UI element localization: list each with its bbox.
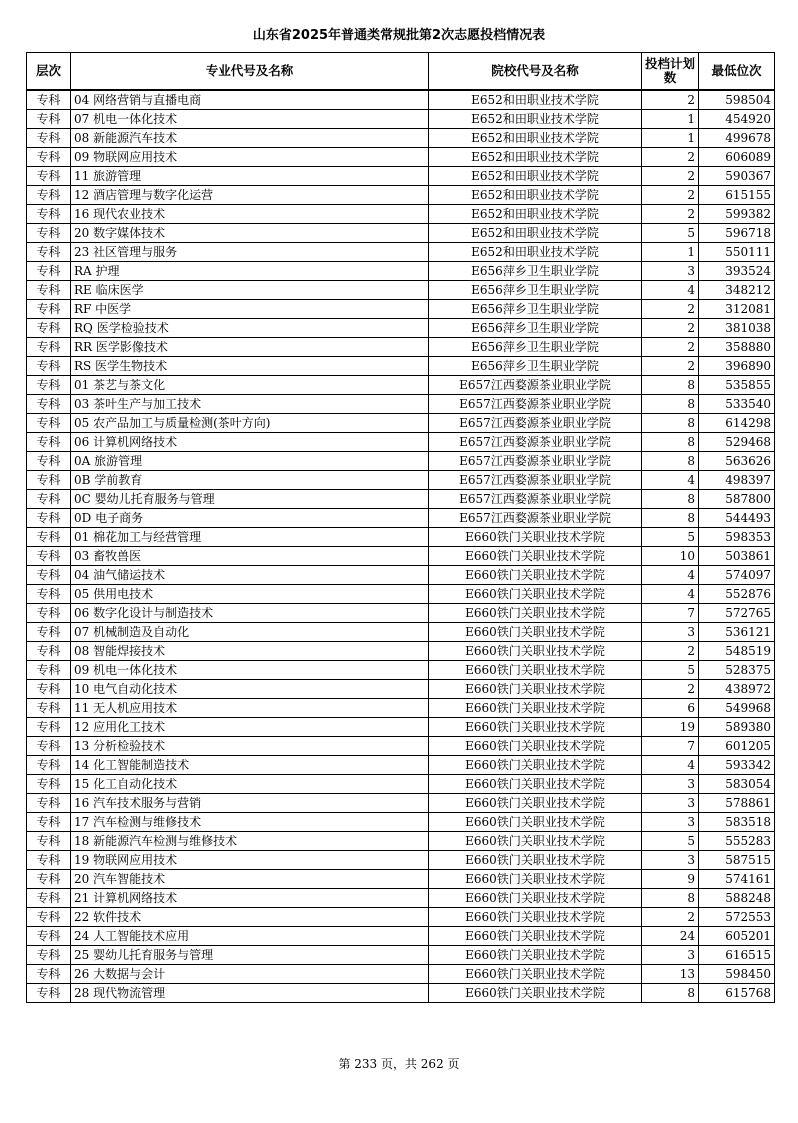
table-row bbox=[27, 376, 775, 395]
page-footer: 第 233 页，共 262 页 bbox=[338, 1057, 460, 1071]
cell-major: 06 计算机网络技术 bbox=[71, 433, 429, 452]
cell-major: RA 护理 bbox=[71, 262, 429, 281]
cell-major: RE 临床医学 bbox=[71, 281, 429, 300]
cell-level: 专科 bbox=[27, 357, 71, 376]
cell-school: E660铁门关职业技术学院 bbox=[429, 870, 642, 889]
cell-level: 专科 bbox=[27, 90, 71, 110]
table-row bbox=[27, 395, 775, 414]
cell-level: 专科 bbox=[27, 547, 71, 566]
cell-school: E656萍乡卫生职业学院 bbox=[429, 262, 642, 281]
cell-plan-count: 2 bbox=[642, 319, 699, 338]
cell-plan-count: 3 bbox=[642, 813, 699, 832]
table-row bbox=[27, 889, 775, 908]
cell-major: 20 汽车智能技术 bbox=[71, 870, 429, 889]
table-row bbox=[27, 642, 775, 661]
table-row bbox=[27, 148, 775, 167]
cell-min-rank: 348212 bbox=[699, 281, 775, 300]
table-row bbox=[27, 623, 775, 642]
cell-plan-count: 8 bbox=[642, 433, 699, 452]
cell-min-rank: 549968 bbox=[699, 699, 775, 718]
cell-plan-count: 2 bbox=[642, 205, 699, 224]
cell-min-rank: 535855 bbox=[699, 376, 775, 395]
cell-major: 0C 婴幼儿托育服务与管理 bbox=[71, 490, 429, 509]
cell-plan-count: 8 bbox=[642, 376, 699, 395]
cell-plan-count: 5 bbox=[642, 832, 699, 851]
cell-level: 专科 bbox=[27, 832, 71, 851]
cell-school: E660铁门关职业技术学院 bbox=[429, 794, 642, 813]
cell-min-rank: 528375 bbox=[699, 661, 775, 680]
cell-level: 专科 bbox=[27, 186, 71, 205]
cell-school: E652和田职业技术学院 bbox=[429, 110, 642, 129]
cell-plan-count: 5 bbox=[642, 661, 699, 680]
cell-min-rank: 615768 bbox=[699, 984, 775, 1003]
cell-min-rank: 615155 bbox=[699, 186, 775, 205]
cell-plan-count: 2 bbox=[642, 642, 699, 661]
cell-plan-count: 9 bbox=[642, 870, 699, 889]
cell-major: 0B 学前教育 bbox=[71, 471, 429, 490]
cell-min-rank: 572765 bbox=[699, 604, 775, 623]
cell-school: E660铁门关职业技术学院 bbox=[429, 756, 642, 775]
cell-min-rank: 593342 bbox=[699, 756, 775, 775]
cell-school: E656萍乡卫生职业学院 bbox=[429, 357, 642, 376]
cell-min-rank: 438972 bbox=[699, 680, 775, 699]
cell-level: 专科 bbox=[27, 300, 71, 319]
cell-school: E652和田职业技术学院 bbox=[429, 129, 642, 148]
table-row bbox=[27, 965, 775, 984]
cell-major: 22 软件技术 bbox=[71, 908, 429, 927]
cell-plan-count: 7 bbox=[642, 604, 699, 623]
cell-plan-count: 19 bbox=[642, 718, 699, 737]
cell-major: 26 大数据与会计 bbox=[71, 965, 429, 984]
cell-school: E657江西婺源茶业职业学院 bbox=[429, 509, 642, 528]
cell-school: E660铁门关职业技术学院 bbox=[429, 566, 642, 585]
cell-plan-count: 8 bbox=[642, 452, 699, 471]
table-row bbox=[27, 471, 775, 490]
cell-plan-count: 24 bbox=[642, 927, 699, 946]
cell-min-rank: 312081 bbox=[699, 300, 775, 319]
cell-level: 专科 bbox=[27, 129, 71, 148]
cell-plan-count: 8 bbox=[642, 889, 699, 908]
cell-school: E660铁门关职业技术学院 bbox=[429, 737, 642, 756]
cell-school: E652和田职业技术学院 bbox=[429, 186, 642, 205]
cell-min-rank: 598450 bbox=[699, 965, 775, 984]
cell-min-rank: 499678 bbox=[699, 129, 775, 148]
cell-major: 05 农产品加工与质量检测(茶叶方向) bbox=[71, 414, 429, 433]
cell-school: E660铁门关职业技术学院 bbox=[429, 623, 642, 642]
table-row bbox=[27, 224, 775, 243]
table-row bbox=[27, 547, 775, 566]
cell-min-rank: 599382 bbox=[699, 205, 775, 224]
cell-min-rank: 583054 bbox=[699, 775, 775, 794]
cell-major: 10 电气自动化技术 bbox=[71, 680, 429, 699]
table-row bbox=[27, 946, 775, 965]
table-row bbox=[27, 566, 775, 585]
cell-plan-count: 2 bbox=[642, 167, 699, 186]
cell-school: E660铁门关职业技术学院 bbox=[429, 775, 642, 794]
cell-min-rank: 598353 bbox=[699, 528, 775, 547]
cell-plan-count: 6 bbox=[642, 699, 699, 718]
table-row bbox=[27, 756, 775, 775]
cell-plan-count: 2 bbox=[642, 186, 699, 205]
cell-major: RS 医学生物技术 bbox=[71, 357, 429, 376]
cell-min-rank: 601205 bbox=[699, 737, 775, 756]
table-row bbox=[27, 490, 775, 509]
cell-plan-count: 5 bbox=[642, 224, 699, 243]
cell-min-rank: 572553 bbox=[699, 908, 775, 927]
cell-plan-count: 3 bbox=[642, 851, 699, 870]
cell-school: E652和田职业技术学院 bbox=[429, 167, 642, 186]
cell-school: E660铁门关职业技术学院 bbox=[429, 851, 642, 870]
cell-major: RR 医学影像技术 bbox=[71, 338, 429, 357]
cell-plan-count: 10 bbox=[642, 547, 699, 566]
cell-level: 专科 bbox=[27, 262, 71, 281]
cell-school: E660铁门关职业技术学院 bbox=[429, 927, 642, 946]
cell-major: 09 机电一体化技术 bbox=[71, 661, 429, 680]
cell-min-rank: 536121 bbox=[699, 623, 775, 642]
cell-major: RF 中医学 bbox=[71, 300, 429, 319]
cell-plan-count: 3 bbox=[642, 946, 699, 965]
cell-min-rank: 550111 bbox=[699, 243, 775, 262]
cell-major: 13 分析检验技术 bbox=[71, 737, 429, 756]
cell-school: E660铁门关职业技术学院 bbox=[429, 965, 642, 984]
table-row bbox=[27, 205, 775, 224]
cell-level: 专科 bbox=[27, 433, 71, 452]
cell-level: 专科 bbox=[27, 376, 71, 395]
cell-major: 12 酒店管理与数字化运营 bbox=[71, 186, 429, 205]
table-row bbox=[27, 585, 775, 604]
cell-plan-count: 7 bbox=[642, 737, 699, 756]
cell-level: 专科 bbox=[27, 167, 71, 186]
table-row bbox=[27, 90, 775, 110]
table-row bbox=[27, 813, 775, 832]
cell-school: E656萍乡卫生职业学院 bbox=[429, 338, 642, 357]
cell-level: 专科 bbox=[27, 414, 71, 433]
cell-level: 专科 bbox=[27, 604, 71, 623]
cell-major: 18 新能源汽车检测与维修技术 bbox=[71, 832, 429, 851]
cell-major: 0A 旅游管理 bbox=[71, 452, 429, 471]
table-row bbox=[27, 414, 775, 433]
table-row bbox=[27, 927, 775, 946]
cell-school: E660铁门关职业技术学院 bbox=[429, 604, 642, 623]
cell-major: 16 现代农业技术 bbox=[71, 205, 429, 224]
cell-plan-count: 2 bbox=[642, 338, 699, 357]
table-row bbox=[27, 186, 775, 205]
cell-major: 14 化工智能制造技术 bbox=[71, 756, 429, 775]
cell-level: 专科 bbox=[27, 490, 71, 509]
table-row bbox=[27, 737, 775, 756]
cell-min-rank: 598504 bbox=[699, 90, 775, 110]
table-row bbox=[27, 870, 775, 889]
cell-level: 专科 bbox=[27, 148, 71, 167]
cell-school: E660铁门关职业技术学院 bbox=[429, 585, 642, 604]
cell-level: 专科 bbox=[27, 661, 71, 680]
cell-school: E657江西婺源茶业职业学院 bbox=[429, 376, 642, 395]
cell-major: 09 物联网应用技术 bbox=[71, 148, 429, 167]
cell-plan-count: 4 bbox=[642, 585, 699, 604]
cell-min-rank: 588248 bbox=[699, 889, 775, 908]
cell-level: 专科 bbox=[27, 395, 71, 414]
cell-min-rank: 606089 bbox=[699, 148, 775, 167]
cell-plan-count: 8 bbox=[642, 395, 699, 414]
cell-level: 专科 bbox=[27, 452, 71, 471]
cell-school: E656萍乡卫生职业学院 bbox=[429, 300, 642, 319]
cell-plan-count: 2 bbox=[642, 90, 699, 110]
table-row bbox=[27, 699, 775, 718]
cell-level: 专科 bbox=[27, 338, 71, 357]
table-row bbox=[27, 338, 775, 357]
cell-major: 0D 电子商务 bbox=[71, 509, 429, 528]
table-row bbox=[27, 262, 775, 281]
cell-level: 专科 bbox=[27, 642, 71, 661]
cell-plan-count: 2 bbox=[642, 300, 699, 319]
cell-school: E660铁门关职业技术学院 bbox=[429, 832, 642, 851]
cell-plan-count: 1 bbox=[642, 110, 699, 129]
cell-plan-count: 8 bbox=[642, 490, 699, 509]
cell-school: E660铁门关职业技术学院 bbox=[429, 680, 642, 699]
cell-level: 专科 bbox=[27, 224, 71, 243]
cell-major: 28 现代物流管理 bbox=[71, 984, 429, 1003]
cell-major: 17 汽车检测与维修技术 bbox=[71, 813, 429, 832]
table-row bbox=[27, 680, 775, 699]
table-row bbox=[27, 300, 775, 319]
cell-min-rank: 563626 bbox=[699, 452, 775, 471]
cell-plan-count: 5 bbox=[642, 528, 699, 547]
cell-min-rank: 393524 bbox=[699, 262, 775, 281]
cell-level: 专科 bbox=[27, 319, 71, 338]
cell-level: 专科 bbox=[27, 756, 71, 775]
cell-school: E657江西婺源茶业职业学院 bbox=[429, 471, 642, 490]
cell-school: E660铁门关职业技术学院 bbox=[429, 718, 642, 737]
cell-min-rank: 589380 bbox=[699, 718, 775, 737]
cell-school: E660铁门关职业技术学院 bbox=[429, 946, 642, 965]
table-row bbox=[27, 832, 775, 851]
cell-major: 07 机械制造及自动化 bbox=[71, 623, 429, 642]
cell-school: E660铁门关职业技术学院 bbox=[429, 528, 642, 547]
cell-major: 01 茶艺与茶文化 bbox=[71, 376, 429, 395]
cell-level: 专科 bbox=[27, 965, 71, 984]
cell-major: 23 社区管理与服务 bbox=[71, 243, 429, 262]
cell-level: 专科 bbox=[27, 775, 71, 794]
header-level: 层次 bbox=[27, 53, 71, 91]
cell-level: 专科 bbox=[27, 110, 71, 129]
table-row bbox=[27, 984, 775, 1003]
cell-min-rank: 587515 bbox=[699, 851, 775, 870]
cell-level: 专科 bbox=[27, 927, 71, 946]
cell-level: 专科 bbox=[27, 471, 71, 490]
header-major: 专业代号及名称 bbox=[71, 53, 429, 91]
cell-min-rank: 381038 bbox=[699, 319, 775, 338]
cell-plan-count: 3 bbox=[642, 623, 699, 642]
cell-major: 11 无人机应用技术 bbox=[71, 699, 429, 718]
cell-major: RQ 医学检验技术 bbox=[71, 319, 429, 338]
cell-major: 03 茶叶生产与加工技术 bbox=[71, 395, 429, 414]
table-row bbox=[27, 718, 775, 737]
cell-major: 12 应用化工技术 bbox=[71, 718, 429, 737]
admission-table bbox=[26, 52, 775, 1003]
cell-level: 专科 bbox=[27, 889, 71, 908]
cell-plan-count: 2 bbox=[642, 680, 699, 699]
cell-min-rank: 498397 bbox=[699, 471, 775, 490]
table-row bbox=[27, 528, 775, 547]
cell-level: 专科 bbox=[27, 281, 71, 300]
cell-major: 08 智能焊接技术 bbox=[71, 642, 429, 661]
cell-level: 专科 bbox=[27, 205, 71, 224]
table-row bbox=[27, 908, 775, 927]
table-row bbox=[27, 775, 775, 794]
cell-min-rank: 583518 bbox=[699, 813, 775, 832]
table-row bbox=[27, 433, 775, 452]
cell-major: 05 供用电技术 bbox=[71, 585, 429, 604]
table-row bbox=[27, 509, 775, 528]
cell-min-rank: 616515 bbox=[699, 946, 775, 965]
cell-plan-count: 8 bbox=[642, 414, 699, 433]
table-row bbox=[27, 110, 775, 129]
cell-school: E652和田职业技术学院 bbox=[429, 148, 642, 167]
cell-school: E657江西婺源茶业职业学院 bbox=[429, 452, 642, 471]
cell-school: E656萍乡卫生职业学院 bbox=[429, 319, 642, 338]
table-row bbox=[27, 243, 775, 262]
cell-min-rank: 590367 bbox=[699, 167, 775, 186]
cell-min-rank: 548519 bbox=[699, 642, 775, 661]
cell-level: 专科 bbox=[27, 509, 71, 528]
table-row bbox=[27, 851, 775, 870]
cell-major: 11 旅游管理 bbox=[71, 167, 429, 186]
cell-school: E660铁门关职业技术学院 bbox=[429, 813, 642, 832]
cell-school: E657江西婺源茶业职业学院 bbox=[429, 490, 642, 509]
cell-school: E657江西婺源茶业职业学院 bbox=[429, 395, 642, 414]
cell-min-rank: 544493 bbox=[699, 509, 775, 528]
cell-plan-count: 4 bbox=[642, 281, 699, 300]
cell-level: 专科 bbox=[27, 243, 71, 262]
cell-major: 20 数字媒体技术 bbox=[71, 224, 429, 243]
cell-major: 01 棉花加工与经营管理 bbox=[71, 528, 429, 547]
cell-level: 专科 bbox=[27, 813, 71, 832]
cell-major: 04 网络营销与直播电商 bbox=[71, 90, 429, 110]
cell-major: 19 物联网应用技术 bbox=[71, 851, 429, 870]
table-body bbox=[27, 90, 775, 1003]
cell-min-rank: 454920 bbox=[699, 110, 775, 129]
table-row bbox=[27, 167, 775, 186]
cell-plan-count: 8 bbox=[642, 509, 699, 528]
cell-level: 专科 bbox=[27, 623, 71, 642]
cell-level: 专科 bbox=[27, 984, 71, 1003]
table-header-row bbox=[27, 53, 775, 91]
cell-school: E660铁门关职业技术学院 bbox=[429, 642, 642, 661]
cell-level: 专科 bbox=[27, 737, 71, 756]
cell-min-rank: 552876 bbox=[699, 585, 775, 604]
cell-major: 24 人工智能技术应用 bbox=[71, 927, 429, 946]
cell-min-rank: 587800 bbox=[699, 490, 775, 509]
cell-major: 04 油气储运技术 bbox=[71, 566, 429, 585]
cell-level: 专科 bbox=[27, 851, 71, 870]
cell-min-rank: 574161 bbox=[699, 870, 775, 889]
cell-min-rank: 596718 bbox=[699, 224, 775, 243]
cell-plan-count: 4 bbox=[642, 566, 699, 585]
cell-min-rank: 578861 bbox=[699, 794, 775, 813]
table-row bbox=[27, 129, 775, 148]
cell-major: 16 汽车技术服务与营销 bbox=[71, 794, 429, 813]
cell-school: E656萍乡卫生职业学院 bbox=[429, 281, 642, 300]
cell-school: E660铁门关职业技术学院 bbox=[429, 661, 642, 680]
cell-plan-count: 2 bbox=[642, 908, 699, 927]
table-row bbox=[27, 357, 775, 376]
cell-level: 专科 bbox=[27, 946, 71, 965]
cell-plan-count: 4 bbox=[642, 756, 699, 775]
cell-major: 25 婴幼儿托育服务与管理 bbox=[71, 946, 429, 965]
cell-min-rank: 396890 bbox=[699, 357, 775, 376]
cell-level: 专科 bbox=[27, 794, 71, 813]
header-school: 院校代号及名称 bbox=[429, 53, 642, 91]
cell-school: E652和田职业技术学院 bbox=[429, 205, 642, 224]
cell-plan-count: 1 bbox=[642, 243, 699, 262]
cell-school: E660铁门关职业技术学院 bbox=[429, 984, 642, 1003]
cell-major: 15 化工自动化技术 bbox=[71, 775, 429, 794]
cell-school: E657江西婺源茶业职业学院 bbox=[429, 433, 642, 452]
cell-level: 专科 bbox=[27, 908, 71, 927]
cell-plan-count: 3 bbox=[642, 262, 699, 281]
cell-level: 专科 bbox=[27, 870, 71, 889]
cell-major: 03 畜牧兽医 bbox=[71, 547, 429, 566]
page-title: 山东省2025年普通类常规批第2次志愿投档情况表 bbox=[252, 28, 546, 43]
cell-plan-count: 13 bbox=[642, 965, 699, 984]
cell-major: 08 新能源汽车技术 bbox=[71, 129, 429, 148]
cell-level: 专科 bbox=[27, 566, 71, 585]
cell-plan-count: 2 bbox=[642, 357, 699, 376]
cell-level: 专科 bbox=[27, 528, 71, 547]
cell-min-rank: 555283 bbox=[699, 832, 775, 851]
cell-plan-count: 8 bbox=[642, 984, 699, 1003]
cell-plan-count: 4 bbox=[642, 471, 699, 490]
table-row bbox=[27, 794, 775, 813]
header-plan-count: 投档计划数 bbox=[642, 53, 699, 91]
cell-min-rank: 605201 bbox=[699, 927, 775, 946]
header-min-rank: 最低位次 bbox=[699, 53, 775, 91]
table-row bbox=[27, 319, 775, 338]
cell-plan-count: 3 bbox=[642, 794, 699, 813]
cell-school: E652和田职业技术学院 bbox=[429, 224, 642, 243]
cell-plan-count: 3 bbox=[642, 775, 699, 794]
cell-major: 06 数字化设计与制造技术 bbox=[71, 604, 429, 623]
cell-min-rank: 614298 bbox=[699, 414, 775, 433]
cell-min-rank: 358880 bbox=[699, 338, 775, 357]
cell-school: E652和田职业技术学院 bbox=[429, 90, 642, 110]
cell-school: E660铁门关职业技术学院 bbox=[429, 889, 642, 908]
cell-school: E660铁门关职业技术学院 bbox=[429, 547, 642, 566]
cell-plan-count: 2 bbox=[642, 148, 699, 167]
cell-min-rank: 529468 bbox=[699, 433, 775, 452]
cell-level: 专科 bbox=[27, 680, 71, 699]
cell-school: E660铁门关职业技术学院 bbox=[429, 908, 642, 927]
table-row bbox=[27, 604, 775, 623]
cell-school: E652和田职业技术学院 bbox=[429, 243, 642, 262]
cell-school: E657江西婺源茶业职业学院 bbox=[429, 414, 642, 433]
table-row bbox=[27, 452, 775, 471]
cell-level: 专科 bbox=[27, 699, 71, 718]
cell-major: 07 机电一体化技术 bbox=[71, 110, 429, 129]
cell-school: E660铁门关职业技术学院 bbox=[429, 699, 642, 718]
cell-min-rank: 533540 bbox=[699, 395, 775, 414]
cell-plan-count: 1 bbox=[642, 129, 699, 148]
cell-level: 专科 bbox=[27, 585, 71, 604]
cell-min-rank: 503861 bbox=[699, 547, 775, 566]
cell-major: 21 计算机网络技术 bbox=[71, 889, 429, 908]
cell-level: 专科 bbox=[27, 718, 71, 737]
table-row bbox=[27, 281, 775, 300]
table-row bbox=[27, 661, 775, 680]
cell-min-rank: 574097 bbox=[699, 566, 775, 585]
